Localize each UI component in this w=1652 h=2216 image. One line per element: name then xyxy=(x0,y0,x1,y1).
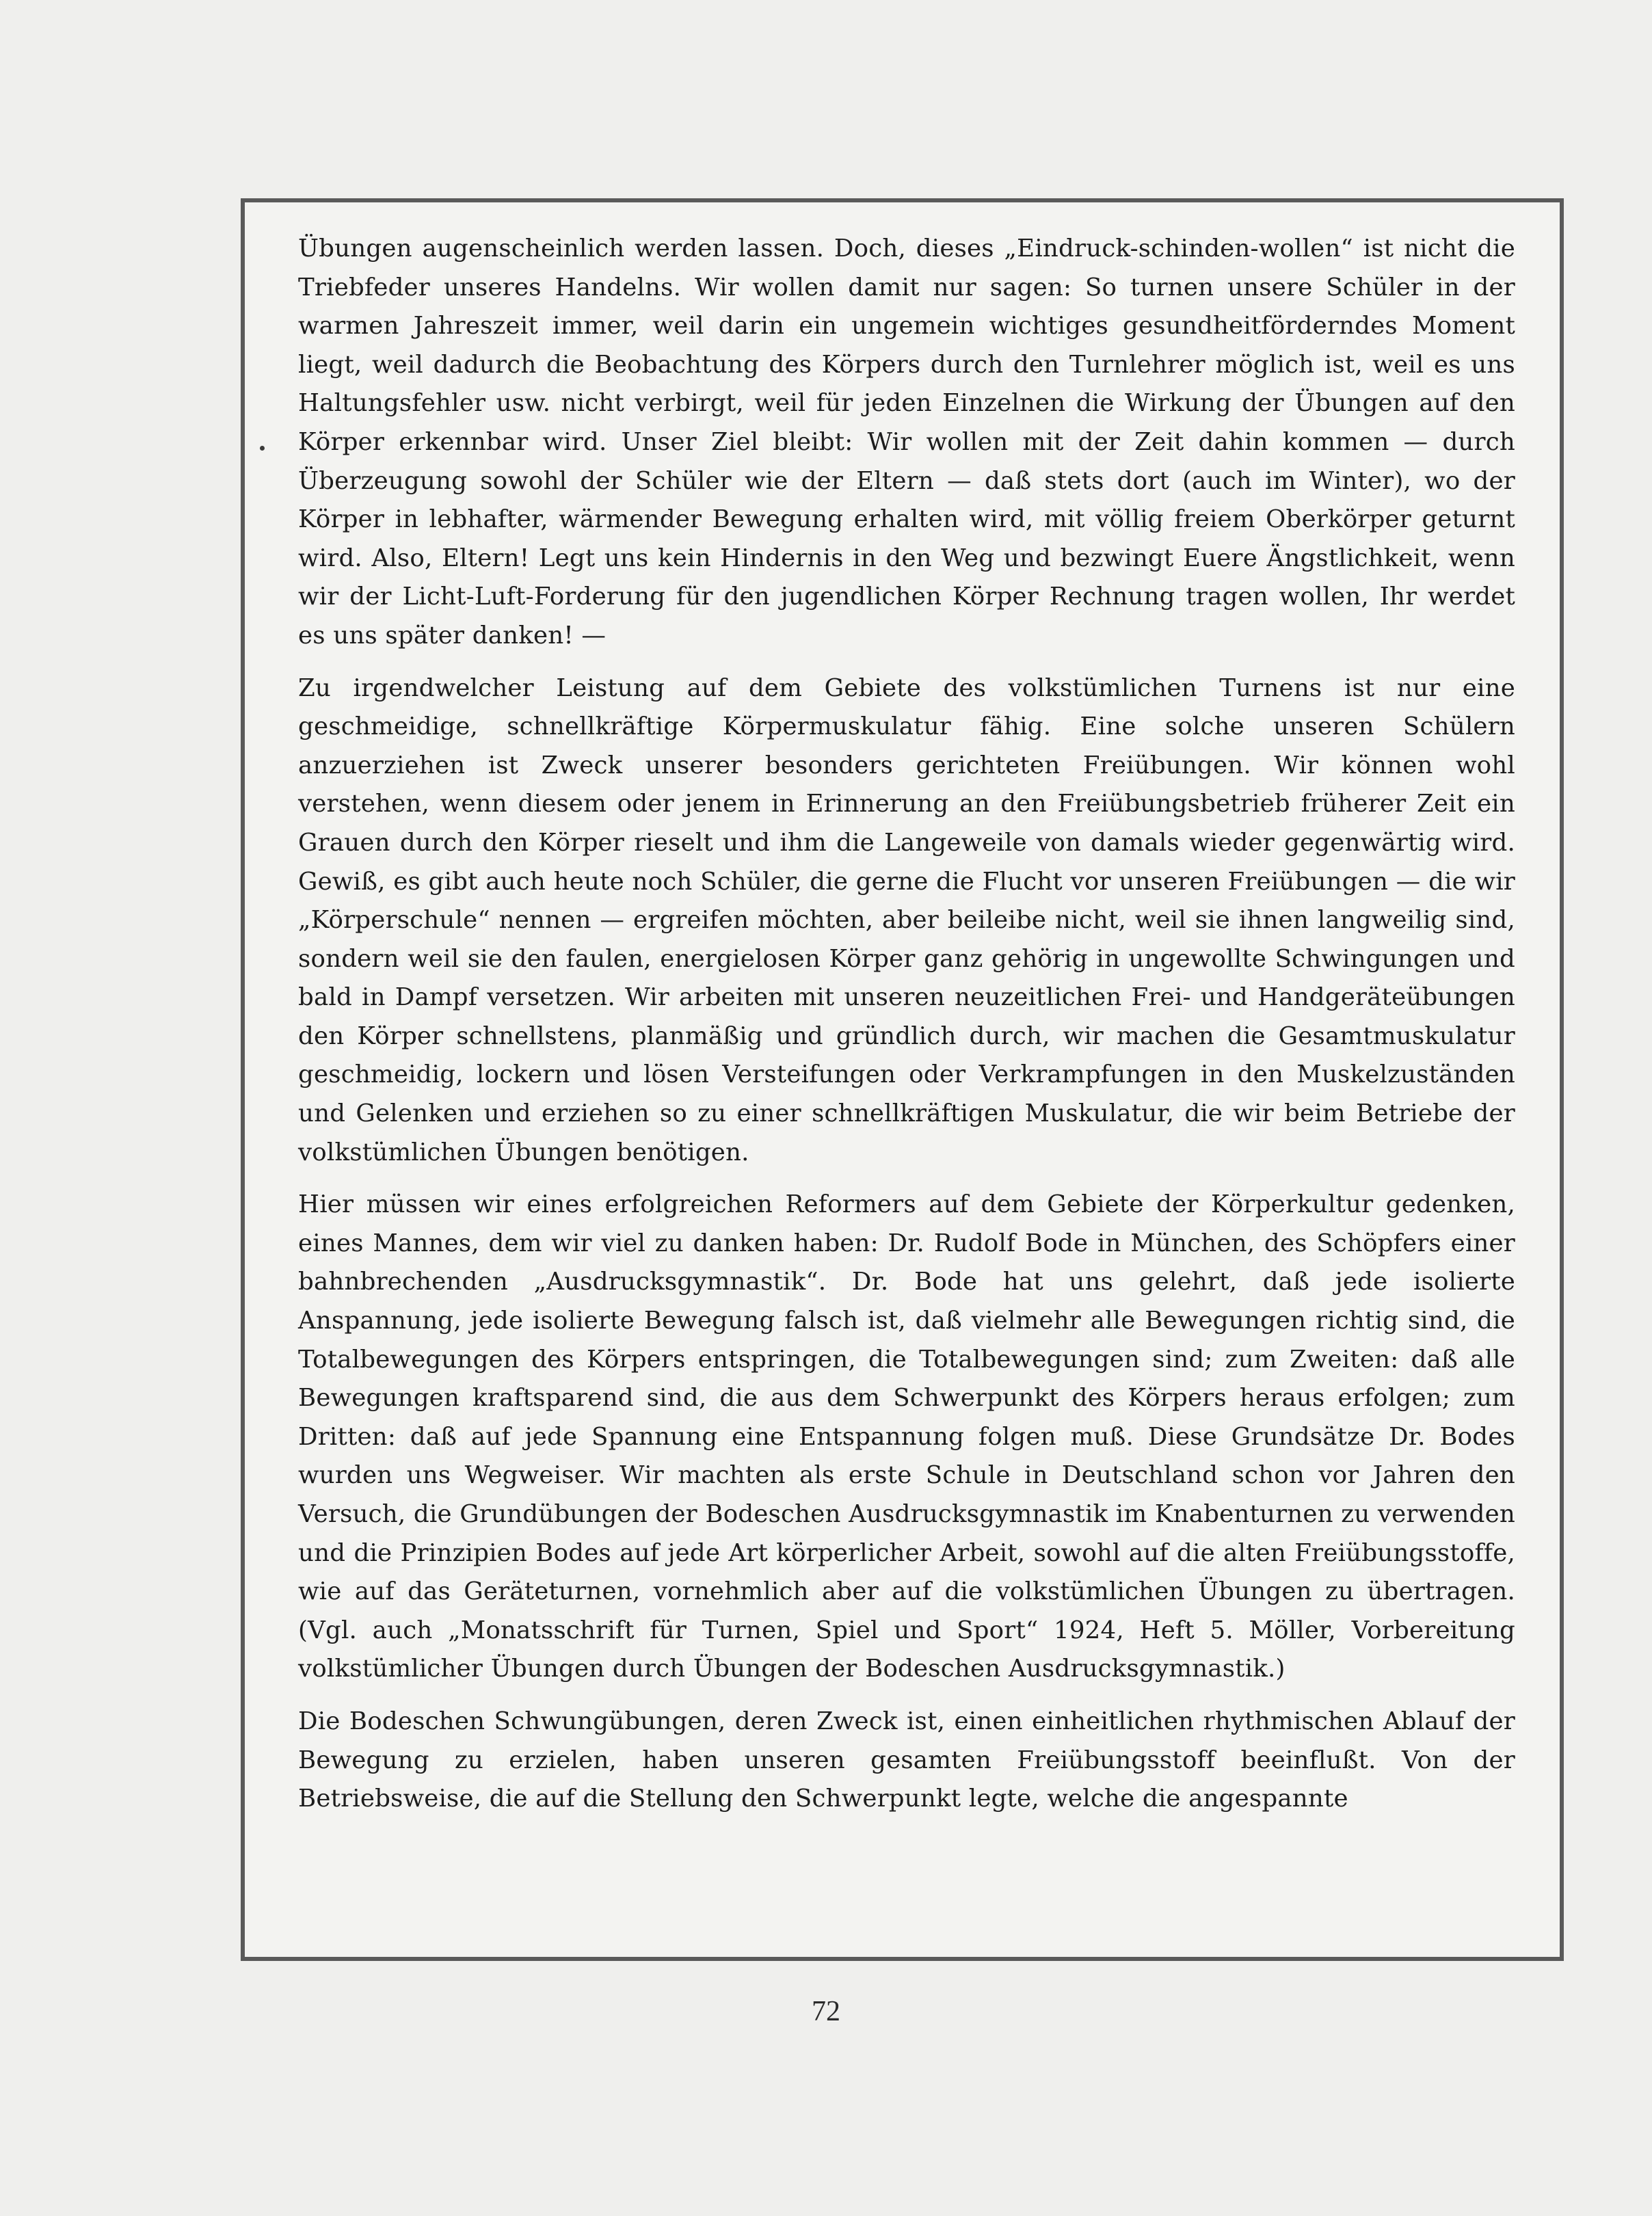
paragraph-3: Hier müssen wir eines erfolgreichen Reformers auf dem Gebiete der Körperkultur gedenken, eines Mannes, dem wir viel zu danken haben: Dr. Rudolf Bode in München, des Schöpfers einer bahnbrechenden „Ausdrucksgymnastik“. Dr. Bode hat uns gelehrt, daß jede isolierte Anspannung, jede isolierte Bewegung falsch ist, daß vielmehr alle Bewegungen richtig sind, die Totalbewegungen des Körpers entspringen, die Totalbewegungen sind; zum Zweiten: daß alle Bewegungen kraftsparend sind, die aus dem Schwerpunkt des Körpers heraus erfolgen; zum Dritten: daß auf jede Spannung eine Entspannung folgen muß. Diese Grundsätze Dr. Bodes wurden uns Wegweiser. Wir machten als erste Schule in Deutschland schon vor Jahren den Versuch, die Grundübungen der Bodeschen Ausdrucksgymnastik im Knabenturnen zu verwenden und die Prinzipien Bodes auf jede Art körperlicher Arbeit, sowohl auf die alten Freiübungsstoffe, wie auf das Geräteturnen, vornehmlich aber auf die volkstümlichen Übungen zu übertragen. (Vgl. auch „Monatsschrift für Turnen, Spiel und Sport“ 1924, Heft 5. Möller, Vorbereitung volkstümlicher Übungen durch Übungen der Bodeschen Ausdrucksgymnastik.) xyxy=(298,1190,1515,1683)
paragraph-1: Übungen augenscheinlich werden lassen. Doch, dieses „Eindruck-schinden-wollen“ ist nicht die Triebfeder unseres Handelns. Wir wollen damit nur sagen: So turnen unsere Schüler in der warmen Jahreszeit immer, weil darin ein ungemein wichtiges gesundheitförderndes Moment liegt, weil dadurch die Beobachtung des Körpers durch den Turnlehrer möglich ist, weil es uns Haltungsfehler usw. nicht verbirgt, weil für jeden Einzelnen die Wirkung der Übungen auf den Körper erkennbar wird. Unser Ziel bleibt: Wir wollen mit der Zeit dahin kommen — durch Überzeugung sowohl der Schüler wie der Eltern — daß stets dort (auch im Winter), wo der Körper in lebhafter, wärmender Bewegung erhalten wird, mit völlig freiem Oberkörper geturnt wird. Also, Eltern! Legt uns kein Hindernis in den Weg und bezwingt Euere Ängstlichkeit, wenn wir der Licht-Luft-Forderung für den jugendlichen Körper Rechnung tragen wollen, Ihr werdet es uns später danken! — xyxy=(298,235,1515,650)
margin-mark xyxy=(260,446,265,451)
page-frame xyxy=(241,198,1564,1961)
paragraph-2: Zu irgendwelcher Leistung auf dem Gebiete des volkstümlichen Turnens ist nur eine geschmeidige, schnellkräftige Körpermuskulatur fähig. Eine solche unseren Schülern anzuerziehen ist Zweck unserer besonders gerichteten Freiübungen. Wir können wohl verstehen, wenn diesem oder jenem in Erinnerung an den Freiübungsbetrieb früherer Zeit ein Grauen durch den Körper rieselt und ihm die Langeweile von damals wieder gegenwärtig wird. Gewiß, es gibt auch heute noch Schüler, die gerne die Flucht vor unseren Freiübungen — die wir „Körperschule“ nennen — ergreifen möchten, aber beileibe nicht, weil sie ihnen langweilig sind, sondern weil sie den faulen, energielosen Körper ganz gehörig in ungewollte Schwingungen und bald in Dampf versetzen. Wir arbeiten mit unseren neuzeitlichen Frei- und Handgeräteübungen den Körper schnellstens, planmäßig und gründlich durch, wir machen die Gesamtmuskulatur geschmeidig, lockern und lösen Versteifungen oder Verkrampfungen in den Muskelzuständen und Gelenken und erziehen so zu einer schnellkräftigen Muskulatur, die wir beim Betriebe der volkstümlichen Übungen benötigen. xyxy=(298,673,1515,1166)
paragraph-4: Die Bodeschen Schwungübungen, deren Zweck ist, einen einheitlichen rhythmischen Ablauf der Bewegung zu erzielen, haben unseren gesamten Freiübungsstoff beeinflußt. Von der Betriebsweise, die auf die Stellung den Schwerpunkt legte, welche die angespannte xyxy=(298,1707,1515,1813)
page-number: 72 xyxy=(812,1996,840,2027)
text-column xyxy=(298,230,1515,1819)
